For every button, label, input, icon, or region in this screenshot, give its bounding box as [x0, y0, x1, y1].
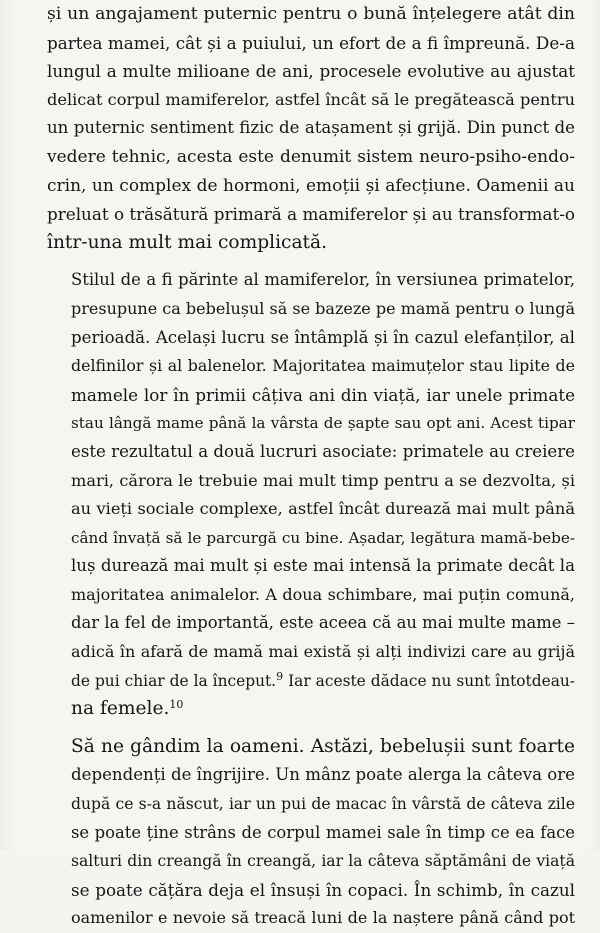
- text-line-with-footnote: [47, 667, 575, 696]
- text-line: când învață să le parcurgă cu bine. Așadar, legătura mamă-bebe-: [71, 528, 575, 547]
- text-line: se poate ține strâns de corpul mamei sale în timp ce ea face: [71, 822, 575, 842]
- text-line: mari, cărora le trebuie mai mult timp pentru a se dezvolta, și: [71, 470, 575, 490]
- text-line: majoritatea animalelor. A doua schimbare, mai puțin comună,: [71, 584, 575, 604]
- text-line: presupune ca bebelușul să se bazeze pe mamă pentru o lungă: [71, 298, 575, 318]
- text-line: un puternic sentiment fizic de atașament și grijă. Din punct de: [47, 118, 575, 138]
- text-fragment: na femele.: [71, 698, 170, 720]
- text-line: preluat o trăsătură primară a mamiferelor și au transformat-o: [47, 204, 575, 225]
- text-line: dependenți de îngrijire. Un mânz poate alerga la câteva ore: [71, 765, 576, 785]
- text-line: dar la fel de importantă, este aceea că au mai multe mame –: [71, 613, 575, 633]
- text-line: mamele lor în primii câțiva ani din viață, iar unele primate: [71, 384, 575, 405]
- text-fragment: Iar aceste dădace nu sunt întotdeau-: [283, 671, 575, 690]
- text-line: într-una mult mai complicată.: [47, 231, 328, 253]
- text-line: oamenilor e nevoie să treacă luni de la naștere până când pot: [71, 908, 575, 928]
- text-line: salturi din creangă în creangă, iar la câteva săptămâni de viață: [71, 852, 575, 871]
- text-line: luș durează mai mult și este mai intensă la primate decât la: [71, 556, 575, 576]
- text-line: Stilul de a fi părinte al mamiferelor, în versiunea primatelor,: [71, 270, 575, 290]
- text-line: partea mamei, cât și a puiului, un efort de a fi împreună. De-a: [47, 32, 575, 53]
- text-column: [47, 0, 575, 933]
- paragraph-1: [47, 0, 575, 257]
- text-line: au vieți sociale complexe, astfel încât durează mai mult până: [71, 499, 575, 519]
- text-line-with-footnote: [47, 695, 575, 724]
- text-line: crin, un complex de hormoni, emoții și afecțiune. Oamenii au: [47, 175, 575, 196]
- footnote-marker: 9: [276, 669, 284, 683]
- text-line: este rezultatul a două lucruri asociate: primatele au creiere: [71, 441, 575, 461]
- text-fragment: de pui chiar de la început.: [71, 671, 277, 690]
- text-line: după ce s-a născut, iar un pui de macac în vârstă de câteva zile: [71, 795, 575, 814]
- text-line: lungul a multe milioane de ani, procesele evolutive au ajustat: [47, 61, 575, 82]
- text-line: perioadă. Același lucru se întâmplă și în cazul elefanților, al: [71, 327, 575, 347]
- text-line: stau lângă mame până la vârsta de șapte sau opt ani. Acest tipar: [71, 414, 575, 433]
- text-line: se poate cățăra deja el însuși în copaci. În schimb, în cazul: [71, 879, 575, 900]
- text-line: și un angajament puternic pentru o bună înțelegere atât din: [47, 4, 575, 24]
- text-line: adică în afară de mamă mai există și alți indivizi care au grijă: [71, 642, 575, 662]
- paragraph-2: [47, 266, 575, 724]
- footnote-marker: 10: [169, 698, 184, 712]
- text-line: delfinilor și al balenelor. Majoritatea maimuțelor stau lipite de: [71, 356, 575, 376]
- text-line: Să ne gândim la oameni. Astăzi, bebelușii sunt foarte: [71, 735, 575, 757]
- text-line: delicat corpul mamiferelor, astfel încât să le pregătească pentru: [47, 89, 575, 109]
- text-line: vedere tehnic, acesta este denumit sistem neuro-psiho-endo-: [47, 146, 575, 167]
- paragraph-3: [47, 733, 575, 933]
